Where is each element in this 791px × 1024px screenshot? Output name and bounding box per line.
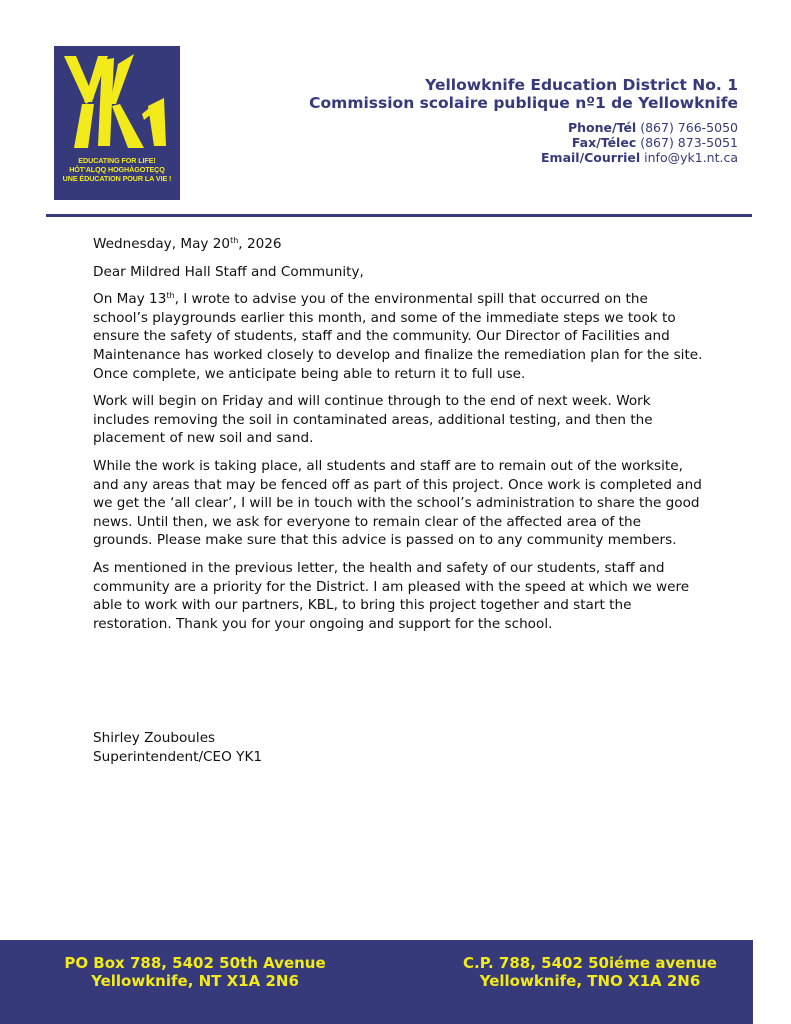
contact-email-label: Email/Courriel [541,150,641,165]
contact-email [541,150,738,166]
contact-fax-label: Fax/Télec [571,135,637,150]
signer-name: Shirley Zouboules [93,730,216,746]
yk1-logo [54,46,180,200]
signature-block [93,729,262,767]
footer-address-french-line-2: Yellowknife, TNO X1A 2N6 [479,972,701,990]
footer-address-english [60,954,330,990]
letter-date: Wednesday, May 20th, 2026 [93,236,282,252]
contact-email-value: info@yk1.nt.ca [644,150,738,165]
header-divider [46,214,752,217]
contact-phone-value: (867) 766-5050 [640,120,738,135]
letter-paragraph-1: On May 13th, I wrote to advise you of the environmental spill that occurred on the school’s playgrounds earlier this month, and some of the immediate steps we took to ensure the safety of students, staff and the community. Our Director of Facilities and Maintenance has worked closely to develop and finalize the remediation plan for the site. Once complete, we anticipate being able to return it to full use. [93,291,703,382]
logo-tagline-3: UNE ÉDUCATION POUR LA VIE ! [62,174,172,183]
district-name-english: Yellowknife Education District No. 1 [425,76,738,94]
footer-bar [0,940,753,1024]
footer-address-english-line-2: Yellowknife, NT X1A 2N6 [91,972,299,990]
contact-fax [572,135,738,151]
letter-body [93,235,703,642]
logo-tagline-1: EDUCATING FOR LIFE! [78,156,156,165]
letter-paragraph-2: Work will begin on Friday and will continue through to the end of next week. Work includes removing the soil in contaminated areas, additional testing, and then the placement of new soil and sand. [93,393,653,447]
letter-paragraph-4: As mentioned in the previous letter, the health and safety of our students, staff and community are a priority for the District. I am pleased with the speed at which we were able to work with our partners, KBL, to bring this project together and start the restoration. Thank you for your ongoing and support for the school. [93,559,690,632]
district-name-french: Commission scolaire publique nº1 de Yellowknife [309,94,738,112]
footer-address-french [455,954,725,990]
contact-phone-label: Phone/Tél [568,120,637,135]
footer-address-french-line-1: C.P. 788, 5402 50iéme avenue [463,954,717,972]
footer-address-english-line-1: PO Box 788, 5402 50th Avenue [64,954,326,972]
letter-paragraph-3: While the work is taking place, all students and staff are to remain out of the worksite, and any areas that may be fenced off as part of this project. Once work is completed and we get the ‘all clear’, I will be in touch with the school’s administration to share the good news. Until then, we ask for everyone to remain clear of the affected area of the grounds. Please make sure that this advice is passed on to any community members. [93,457,702,549]
contact-phone [568,120,738,136]
signer-title: Superintendent/CEO YK1 [93,749,263,765]
contact-fax-value: (867) 873-5051 [640,135,738,150]
logo-tagline-2: HÒT'ALQQ HOGHÀGOTEÇQ [69,165,165,174]
letter-salutation: Dear Mildred Hall Staff and Community, [93,263,364,280]
